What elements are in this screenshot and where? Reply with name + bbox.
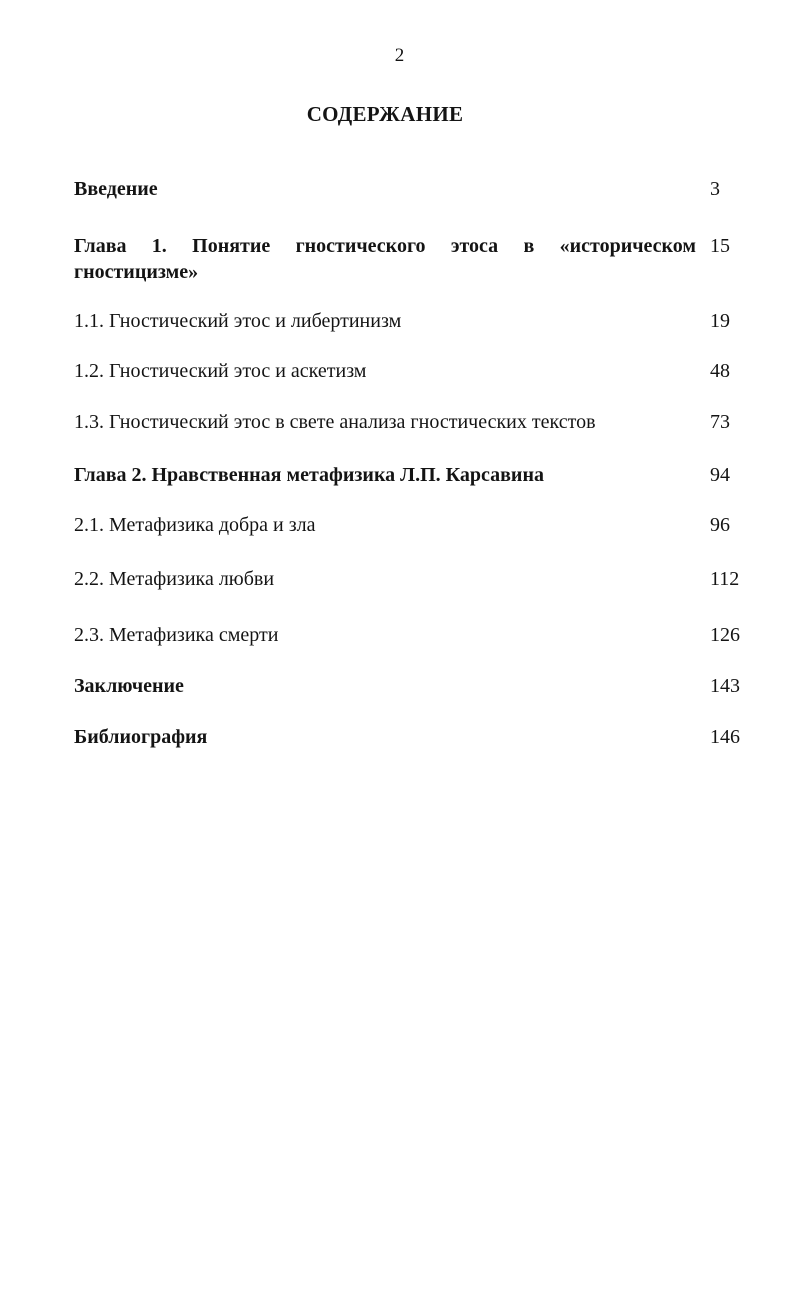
toc-entry-title: Библиография [74, 726, 208, 748]
toc-entry-title: 2.2. Метафизика любви [74, 568, 275, 590]
toc-entry-title: 2.1. Метафизика добра и зла [74, 514, 316, 536]
toc-entry-title: 1.1. Гностический этос и либертинизм [74, 310, 402, 332]
toc-entry-page: 126 [710, 624, 740, 646]
toc-entry-page: 112 [710, 568, 740, 590]
toc-entry-title: 2.3. Метафизика смерти [74, 624, 279, 646]
toc-entry-page: 15 [710, 235, 730, 257]
toc-entry-page: 73 [710, 411, 730, 433]
toc-entry-title: Глава 2. Нравственная метафизика Л.П. Карсавина [74, 464, 544, 486]
toc-entry-page: 3 [710, 178, 720, 200]
toc-entry-page: 48 [710, 360, 730, 382]
toc-entry-title: Глава 1. Понятие гностического этоса в «историческом гностицизме» [74, 235, 696, 283]
page-number: 2 [394, 45, 405, 66]
toc-entry-title: Заключение [74, 675, 184, 697]
page-title: СОДЕРЖАНИЕ [306, 102, 464, 126]
toc-entry-title: 1.3. Гностический этос в свете анализа гностических текстов [74, 411, 596, 433]
toc-entry-page: 94 [710, 464, 730, 486]
toc-entry-page: 19 [710, 310, 730, 332]
toc-entry-title: Введение [74, 178, 158, 200]
toc-entry-title: 1.2. Гностический этос и аскетизм [74, 360, 367, 382]
toc-entry-page: 96 [710, 514, 730, 536]
toc-entry-page: 146 [710, 726, 740, 748]
toc-entry-page: 143 [710, 675, 740, 697]
